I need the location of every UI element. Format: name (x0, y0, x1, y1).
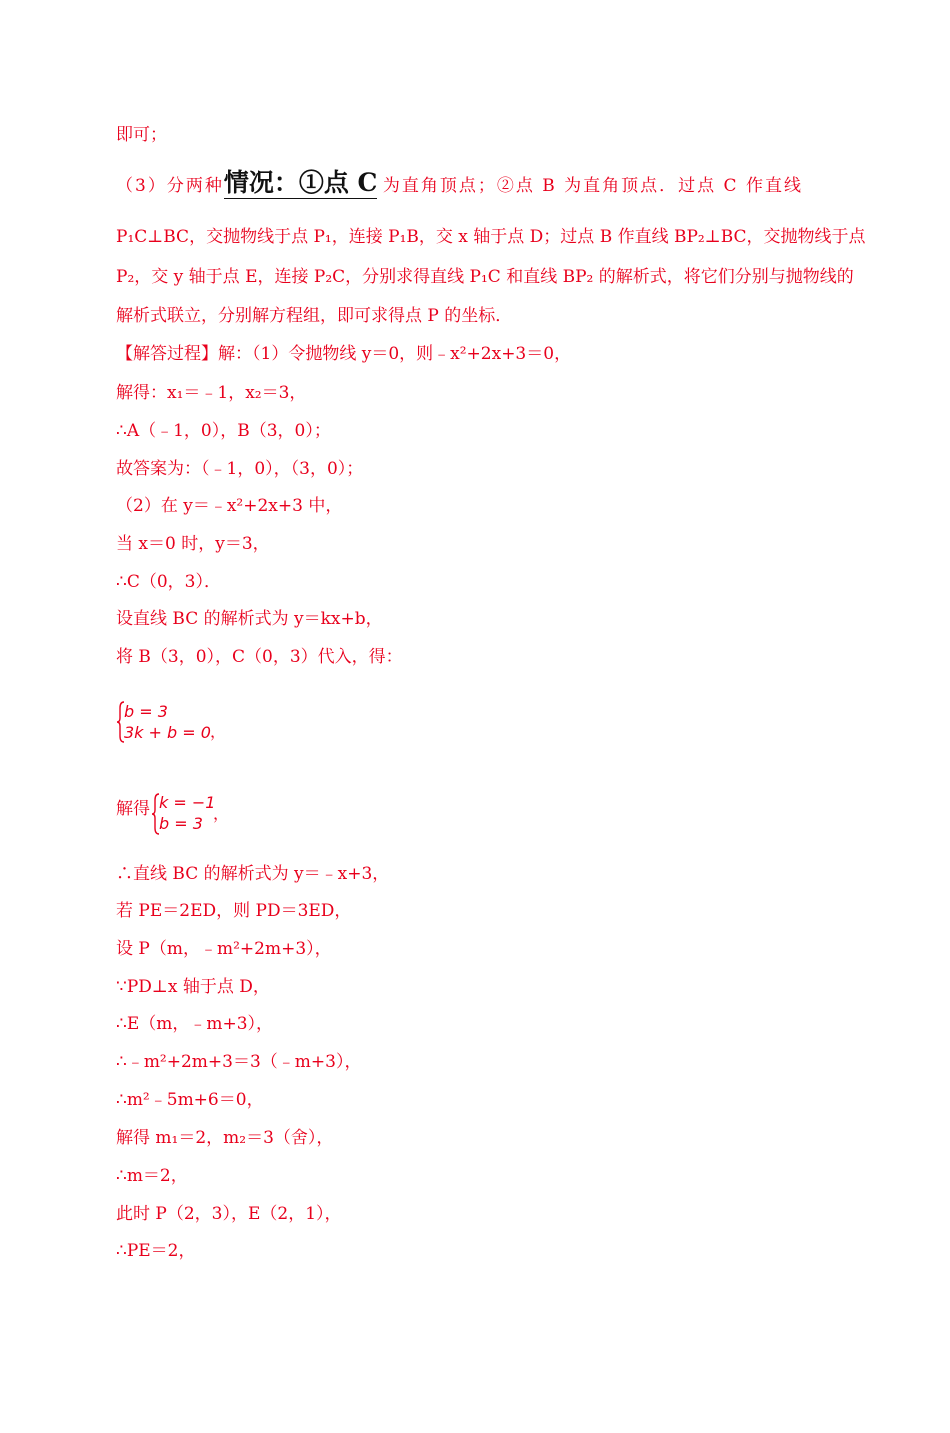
equation-row: b = 3 (124, 702, 168, 721)
solution-heading-line: 【解答过程】解：（1）令抛物线 y＝0，则﹣x²+2x+3＝0， (116, 344, 572, 364)
text-line: 解析式联立，分别解方程组，即可求得点 P 的坐标． (116, 306, 513, 326)
text-line-case-intro: （3）分两种情况：①点 C 为直角顶点；②点 B 为直角顶点．过点 C 作直线 (116, 168, 803, 197)
text-line: 解得 m₁＝2，m₂＝3（舍）， (116, 1128, 334, 1148)
text-line: ∴PE＝2， (116, 1241, 196, 1261)
text-line: 此时 P（2，3），E（2，1）， (116, 1204, 342, 1224)
equation-row: b = 3 (159, 814, 203, 833)
text-line: ∴m²﹣5m+6＝0， (116, 1090, 264, 1110)
text-line: ∴A（﹣1，0），B（3，0）； (116, 421, 331, 441)
text-line: ∴m＝2， (116, 1166, 188, 1186)
text-line: ∴﹣m²+2m+3＝3（﹣m+3）， (116, 1052, 362, 1072)
text-line: ∵PD⊥x 轴于点 D， (116, 977, 270, 997)
equation-system (116, 700, 236, 744)
equation-row: 3k + b = 0 (124, 723, 211, 742)
text-line: ∴直线 BC 的解析式为 y＝﹣x+3， (116, 864, 390, 884)
text-line: 设直线 BC 的解析式为 y＝kx+b， (116, 609, 383, 629)
text-line: 当 x＝0 时，y＝3， (116, 534, 270, 554)
text-line: P₁C⊥BC，交抛物线于点 P₁，连接 P₁B，交 x 轴于点 D；过点 B 作直线 BP₂⊥BC，交抛物线于点 (116, 227, 866, 247)
emphasis-text: 情况：①点 C (223, 168, 378, 197)
equation-tail: ， (213, 804, 230, 823)
text-line: （2）在 y＝﹣x²+2x+3 中， (116, 496, 343, 516)
equation-row: k = −1 (159, 793, 216, 812)
text-line: 故答案为：（﹣1，0），（3，0）； (116, 459, 364, 479)
text-line: 将 B（3，0），C（0，3）代入，得： (116, 647, 403, 667)
equation-system (151, 792, 241, 836)
equation-tail: ， (210, 722, 227, 741)
text-line: 若 PE＝2ED，则 PD＝3ED， (116, 901, 352, 921)
text-line: 即可； (116, 125, 167, 145)
text-line: ∴C（0，3）． (116, 572, 221, 592)
text-line: 解得 (116, 799, 150, 819)
text-line: P₂，交 y 轴于点 E，连接 P₂C，分别求得直线 P₁C 和直线 BP₂ 的解析式，将它们分别与抛物线的 (116, 267, 854, 287)
text-line: ∴E（m，﹣m+3）， (116, 1014, 274, 1034)
text-line: 设 P（m，﹣m²+2m+3）， (116, 939, 332, 959)
text-line: 解得：x₁＝﹣1，x₂＝3， (116, 383, 307, 403)
